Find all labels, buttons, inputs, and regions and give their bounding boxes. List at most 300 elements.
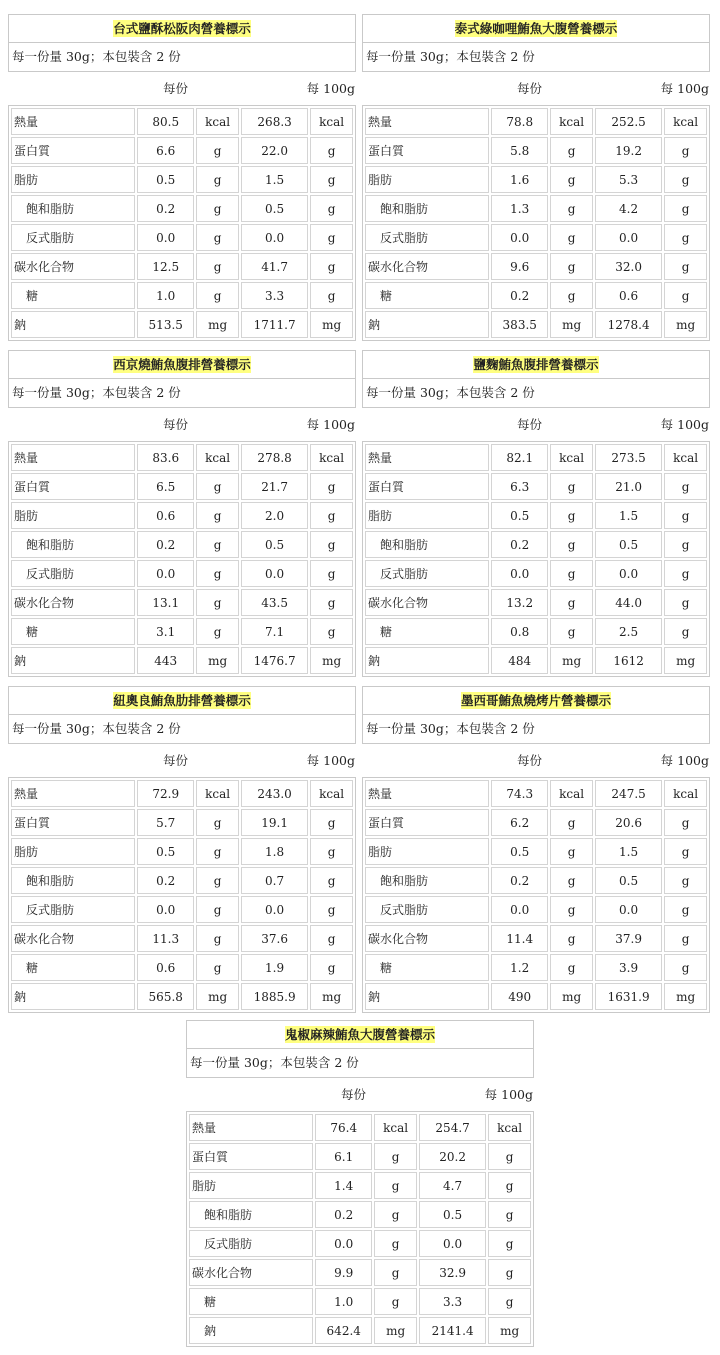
per-100g-value: 4.7 (419, 1172, 486, 1199)
per-100g-header: 每 100g (660, 417, 709, 432)
per-100g-unit: g (664, 473, 707, 500)
per-100g-value: 1.5 (241, 166, 308, 193)
nutrient-row (11, 560, 353, 587)
nutrition-panel (8, 686, 356, 1013)
per-serving-unit: g (550, 253, 593, 280)
nutrient-label: 脂肪 (11, 502, 135, 529)
nutrient-row (11, 531, 353, 558)
per-serving-header: 每份 (163, 753, 189, 768)
per-serving-value: 0.5 (137, 166, 194, 193)
per-100g-unit: mg (310, 983, 353, 1010)
nutrition-panel (362, 14, 710, 341)
per-100g-value: 243.0 (241, 780, 308, 807)
per-serving-value: 443 (137, 647, 194, 674)
per-serving-unit: g (374, 1172, 417, 1199)
serving-info: 每一份量 30g；本包裝含 2 份 (8, 43, 356, 72)
nutrient-row (11, 195, 353, 222)
per-100g-unit: kcal (488, 1114, 531, 1141)
per-100g-unit: mg (664, 647, 707, 674)
per-100g-value: 1476.7 (241, 647, 308, 674)
nutrient-row (365, 282, 707, 309)
per-100g-value: 1.8 (241, 838, 308, 865)
per-serving-value: 0.5 (491, 502, 548, 529)
column-headers (186, 1078, 534, 1110)
per-serving-value: 11.4 (491, 925, 548, 952)
nutrient-row (11, 444, 353, 471)
per-100g-unit: g (310, 224, 353, 251)
per-100g-value: 1.9 (241, 954, 308, 981)
per-serving-unit: g (196, 253, 239, 280)
per-100g-unit: g (310, 253, 353, 280)
nutrient-label: 熱量 (189, 1114, 313, 1141)
per-serving-value: 0.2 (137, 195, 194, 222)
per-100g-unit: g (664, 560, 707, 587)
panel-title-text: 鹽麴鮪魚腹排營養標示 (473, 357, 599, 372)
per-serving-unit: g (374, 1143, 417, 1170)
per-100g-value: 0.0 (595, 224, 662, 251)
serving-info: 每一份量 30g；本包裝含 2 份 (8, 379, 356, 408)
per-serving-unit: g (196, 531, 239, 558)
per-serving-header: 每份 (517, 417, 543, 432)
nutrient-row (11, 502, 353, 529)
per-100g-unit: g (664, 166, 707, 193)
per-100g-value: 37.6 (241, 925, 308, 952)
per-100g-unit: g (488, 1172, 531, 1199)
nutrient-label: 脂肪 (365, 838, 489, 865)
nutrient-row (11, 166, 353, 193)
column-headers (362, 744, 710, 776)
nutrient-label: 鈉 (11, 647, 135, 674)
per-100g-value: 0.0 (419, 1230, 486, 1257)
per-100g-value: 0.0 (241, 224, 308, 251)
nutrient-label: 碳水化合物 (11, 589, 135, 616)
per-serving-value: 490 (491, 983, 548, 1010)
nutrient-label: 糖 (365, 282, 489, 309)
per-100g-unit: g (310, 531, 353, 558)
nutrient-row (365, 925, 707, 952)
per-serving-unit: g (374, 1259, 417, 1286)
per-100g-unit: g (664, 282, 707, 309)
per-100g-unit: g (310, 618, 353, 645)
per-serving-value: 0.6 (137, 502, 194, 529)
per-serving-unit: mg (196, 983, 239, 1010)
nutrient-label: 碳水化合物 (365, 589, 489, 616)
per-100g-value: 32.9 (419, 1259, 486, 1286)
nutrient-label: 飽和脂肪 (365, 867, 489, 894)
per-100g-value: 21.0 (595, 473, 662, 500)
per-serving-value: 13.2 (491, 589, 548, 616)
per-100g-value: 2.0 (241, 502, 308, 529)
per-100g-unit: g (310, 166, 353, 193)
nutrient-label: 糖 (11, 954, 135, 981)
per-100g-value: 273.5 (595, 444, 662, 471)
nutrient-label: 反式脂肪 (189, 1230, 313, 1257)
per-serving-value: 0.2 (315, 1201, 372, 1228)
per-serving-unit: mg (550, 311, 593, 338)
per-serving-unit: g (196, 137, 239, 164)
nutrient-label: 糖 (189, 1288, 313, 1315)
nutrient-label: 蛋白質 (11, 137, 135, 164)
per-serving-unit: g (196, 560, 239, 587)
nutrition-table (362, 777, 710, 1013)
per-100g-unit: g (664, 195, 707, 222)
per-100g-value: 44.0 (595, 589, 662, 616)
per-100g-unit: g (310, 925, 353, 952)
nutrient-row (365, 531, 707, 558)
nutrient-row (365, 311, 707, 338)
per-100g-value: 1711.7 (241, 311, 308, 338)
per-100g-header: 每 100g (306, 81, 355, 96)
nutrient-label: 糖 (365, 954, 489, 981)
per-serving-value: 12.5 (137, 253, 194, 280)
per-serving-unit: kcal (550, 108, 593, 135)
nutrient-row (365, 838, 707, 865)
per-serving-value: 0.0 (137, 896, 194, 923)
per-100g-unit: g (664, 531, 707, 558)
per-100g-unit: g (664, 224, 707, 251)
per-100g-value: 0.5 (595, 531, 662, 558)
nutrient-row (365, 473, 707, 500)
nutrient-row (365, 444, 707, 471)
per-serving-value: 1.0 (315, 1288, 372, 1315)
per-serving-value: 0.2 (137, 531, 194, 558)
per-serving-unit: g (196, 925, 239, 952)
per-serving-unit: g (196, 473, 239, 500)
nutrient-label: 蛋白質 (365, 473, 489, 500)
panel-title (362, 686, 710, 715)
panel-title (362, 350, 710, 379)
nutrient-row (11, 983, 353, 1010)
per-serving-unit: g (550, 473, 593, 500)
nutrient-label: 鈉 (365, 647, 489, 674)
per-serving-unit: g (550, 954, 593, 981)
nutrient-label: 鈉 (11, 983, 135, 1010)
nutrient-row (365, 809, 707, 836)
nutrient-row (11, 647, 353, 674)
nutrient-row (365, 224, 707, 251)
per-serving-unit: g (196, 589, 239, 616)
nutrient-row (189, 1317, 531, 1344)
per-100g-unit: g (310, 896, 353, 923)
nutrition-panel (362, 686, 710, 1013)
per-100g-value: 37.9 (595, 925, 662, 952)
nutrient-row (11, 253, 353, 280)
nutrient-row (365, 108, 707, 135)
nutrient-label: 鈉 (365, 311, 489, 338)
nutrient-row (365, 618, 707, 645)
per-serving-value: 0.5 (491, 838, 548, 865)
per-serving-unit: mg (196, 311, 239, 338)
panel-title (8, 14, 356, 43)
nutrient-label: 反式脂肪 (365, 896, 489, 923)
nutrition-table (186, 1111, 534, 1347)
per-100g-unit: g (488, 1230, 531, 1257)
per-serving-value: 6.6 (137, 137, 194, 164)
panel-title-text: 西京燒鮪魚腹排營養標示 (113, 357, 251, 372)
per-100g-header: 每 100g (660, 81, 709, 96)
nutrient-label: 鈉 (365, 983, 489, 1010)
per-100g-unit: kcal (664, 108, 707, 135)
per-100g-unit: g (310, 282, 353, 309)
per-100g-unit: g (310, 502, 353, 529)
nutrient-label: 蛋白質 (365, 809, 489, 836)
nutrient-label: 蛋白質 (11, 809, 135, 836)
per-serving-value: 0.0 (137, 560, 194, 587)
serving-info: 每一份量 30g；本包裝含 2 份 (362, 715, 710, 744)
per-100g-value: 254.7 (419, 1114, 486, 1141)
per-100g-unit: g (664, 137, 707, 164)
nutrient-label: 飽和脂肪 (189, 1201, 313, 1228)
per-100g-unit: g (664, 589, 707, 616)
per-100g-unit: mg (310, 647, 353, 674)
nutrient-row (189, 1172, 531, 1199)
nutrient-row (365, 137, 707, 164)
per-serving-unit: g (550, 560, 593, 587)
nutrient-label: 熱量 (11, 444, 135, 471)
per-100g-unit: mg (664, 311, 707, 338)
per-100g-unit: g (310, 838, 353, 865)
panel-title-text: 泰式綠咖哩鮪魚大腹營養標示 (454, 21, 618, 36)
per-100g-value: 41.7 (241, 253, 308, 280)
per-serving-value: 5.7 (137, 809, 194, 836)
per-serving-value: 5.8 (491, 137, 548, 164)
per-100g-value: 22.0 (241, 137, 308, 164)
column-headers (362, 408, 710, 440)
nutrition-table (8, 777, 356, 1013)
per-100g-value: 1.5 (595, 838, 662, 865)
per-100g-unit: g (664, 925, 707, 952)
per-serving-value: 0.0 (491, 896, 548, 923)
nutrient-label: 脂肪 (11, 838, 135, 865)
nutrient-label: 熱量 (365, 108, 489, 135)
nutrient-row (365, 166, 707, 193)
per-100g-value: 0.0 (595, 896, 662, 923)
per-100g-value: 0.5 (241, 195, 308, 222)
per-serving-value: 0.0 (137, 224, 194, 251)
per-serving-unit: kcal (196, 444, 239, 471)
per-serving-header: 每份 (163, 81, 189, 96)
nutrient-row (11, 108, 353, 135)
per-serving-unit: kcal (374, 1114, 417, 1141)
per-serving-value: 565.8 (137, 983, 194, 1010)
per-100g-value: 21.7 (241, 473, 308, 500)
per-100g-value: 252.5 (595, 108, 662, 135)
serving-info: 每一份量 30g；本包裝含 2 份 (186, 1049, 534, 1078)
per-serving-value: 6.1 (315, 1143, 372, 1170)
per-serving-unit: g (550, 224, 593, 251)
per-serving-unit: g (196, 166, 239, 193)
per-serving-unit: mg (374, 1317, 417, 1344)
per-100g-header: 每 100g (306, 417, 355, 432)
nutrient-label: 鈉 (11, 311, 135, 338)
nutrient-row (365, 896, 707, 923)
serving-info: 每一份量 30g；本包裝含 2 份 (8, 715, 356, 744)
per-serving-unit: g (374, 1288, 417, 1315)
per-serving-value: 6.3 (491, 473, 548, 500)
nutrient-label: 反式脂肪 (11, 560, 135, 587)
nutrient-label: 飽和脂肪 (11, 531, 135, 558)
nutrient-row (365, 560, 707, 587)
nutrient-row (365, 589, 707, 616)
per-serving-unit: g (196, 618, 239, 645)
per-100g-value: 1.5 (595, 502, 662, 529)
nutrient-row (11, 618, 353, 645)
per-serving-unit: g (374, 1230, 417, 1257)
nutrient-row (189, 1143, 531, 1170)
per-serving-value: 83.6 (137, 444, 194, 471)
per-serving-unit: mg (550, 983, 593, 1010)
serving-info: 每一份量 30g；本包裝含 2 份 (362, 379, 710, 408)
nutrient-row (11, 809, 353, 836)
nutrient-row (11, 838, 353, 865)
per-serving-value: 1.6 (491, 166, 548, 193)
per-serving-value: 0.0 (491, 224, 548, 251)
per-serving-value: 0.2 (137, 867, 194, 894)
per-serving-unit: kcal (550, 780, 593, 807)
per-serving-value: 3.1 (137, 618, 194, 645)
per-serving-unit: g (550, 867, 593, 894)
nutrient-label: 飽和脂肪 (11, 195, 135, 222)
per-serving-value: 80.5 (137, 108, 194, 135)
per-serving-value: 76.4 (315, 1114, 372, 1141)
per-100g-value: 2.5 (595, 618, 662, 645)
per-serving-value: 11.3 (137, 925, 194, 952)
nutrition-panel (8, 14, 356, 341)
per-serving-value: 383.5 (491, 311, 548, 338)
per-serving-value: 74.3 (491, 780, 548, 807)
per-serving-value: 0.0 (315, 1230, 372, 1257)
per-serving-unit: g (196, 809, 239, 836)
nutrient-label: 蛋白質 (365, 137, 489, 164)
per-100g-unit: g (310, 195, 353, 222)
per-100g-value: 19.2 (595, 137, 662, 164)
nutrient-row (11, 589, 353, 616)
per-100g-value: 247.5 (595, 780, 662, 807)
nutrient-row (189, 1288, 531, 1315)
per-serving-header: 每份 (163, 417, 189, 432)
nutrient-row (11, 224, 353, 251)
per-serving-unit: g (550, 618, 593, 645)
per-100g-value: 0.0 (595, 560, 662, 587)
per-serving-value: 0.8 (491, 618, 548, 645)
nutrient-label: 飽和脂肪 (365, 195, 489, 222)
per-serving-unit: mg (196, 647, 239, 674)
nutrient-row (365, 253, 707, 280)
per-serving-header: 每份 (517, 81, 543, 96)
per-serving-value: 13.1 (137, 589, 194, 616)
per-100g-unit: kcal (664, 780, 707, 807)
per-100g-value: 0.6 (595, 282, 662, 309)
nutrient-label: 熱量 (365, 444, 489, 471)
per-100g-value: 3.3 (419, 1288, 486, 1315)
per-serving-value: 0.2 (491, 282, 548, 309)
nutrient-row (365, 954, 707, 981)
per-100g-value: 1278.4 (595, 311, 662, 338)
per-serving-value: 72.9 (137, 780, 194, 807)
nutrient-label: 反式脂肪 (365, 560, 489, 587)
nutrient-label: 飽和脂肪 (365, 531, 489, 558)
per-100g-unit: g (310, 589, 353, 616)
per-serving-unit: g (550, 502, 593, 529)
per-100g-header: 每 100g (306, 753, 355, 768)
per-100g-unit: g (664, 502, 707, 529)
nutrient-label: 熱量 (11, 108, 135, 135)
nutrient-row (11, 896, 353, 923)
per-serving-unit: g (550, 925, 593, 952)
per-100g-unit: g (488, 1201, 531, 1228)
nutrition-panel (186, 1020, 534, 1347)
nutrient-row (189, 1259, 531, 1286)
per-100g-value: 43.5 (241, 589, 308, 616)
column-headers (362, 72, 710, 104)
per-100g-value: 0.5 (241, 531, 308, 558)
nutrient-row (11, 473, 353, 500)
per-100g-value: 32.0 (595, 253, 662, 280)
per-serving-unit: g (550, 531, 593, 558)
per-serving-unit: g (196, 282, 239, 309)
nutrient-label: 脂肪 (11, 166, 135, 193)
nutrition-panel (362, 350, 710, 677)
per-serving-value: 1.2 (491, 954, 548, 981)
per-100g-unit: mg (664, 983, 707, 1010)
per-100g-header: 每 100g (484, 1087, 533, 1102)
nutrient-label: 碳水化合物 (11, 253, 135, 280)
per-100g-value: 3.9 (595, 954, 662, 981)
per-100g-unit: kcal (310, 444, 353, 471)
per-100g-value: 4.2 (595, 195, 662, 222)
per-serving-unit: g (374, 1201, 417, 1228)
per-100g-unit: g (310, 137, 353, 164)
per-100g-unit: g (310, 809, 353, 836)
nutrient-label: 熱量 (11, 780, 135, 807)
nutrient-row (365, 647, 707, 674)
per-serving-unit: kcal (196, 108, 239, 135)
per-100g-value: 1885.9 (241, 983, 308, 1010)
nutrient-row (189, 1114, 531, 1141)
per-100g-unit: mg (310, 311, 353, 338)
per-100g-unit: g (664, 618, 707, 645)
per-100g-unit: g (664, 809, 707, 836)
nutrient-row (365, 195, 707, 222)
per-serving-unit: g (196, 838, 239, 865)
per-100g-unit: kcal (664, 444, 707, 471)
panel-title (186, 1020, 534, 1049)
nutrient-row (365, 867, 707, 894)
nutrient-label: 糖 (11, 282, 135, 309)
nutrition-table (8, 105, 356, 341)
per-100g-unit: g (664, 896, 707, 923)
per-serving-value: 9.9 (315, 1259, 372, 1286)
per-serving-unit: g (196, 502, 239, 529)
nutrient-label: 碳水化合物 (365, 253, 489, 280)
per-serving-value: 82.1 (491, 444, 548, 471)
per-100g-value: 278.8 (241, 444, 308, 471)
per-serving-value: 0.6 (137, 954, 194, 981)
nutrition-table (362, 441, 710, 677)
panel-title (362, 14, 710, 43)
nutrient-row (189, 1230, 531, 1257)
panel-title-text: 台式鹽酥松阪肉營養標示 (113, 21, 251, 36)
serving-info: 每一份量 30g；本包裝含 2 份 (362, 43, 710, 72)
per-serving-unit: g (550, 896, 593, 923)
per-serving-value: 9.6 (491, 253, 548, 280)
per-serving-unit: g (196, 954, 239, 981)
nutrient-row (365, 502, 707, 529)
per-serving-value: 1.4 (315, 1172, 372, 1199)
per-100g-unit: g (488, 1259, 531, 1286)
per-100g-unit: g (310, 867, 353, 894)
nutrient-label: 熱量 (365, 780, 489, 807)
